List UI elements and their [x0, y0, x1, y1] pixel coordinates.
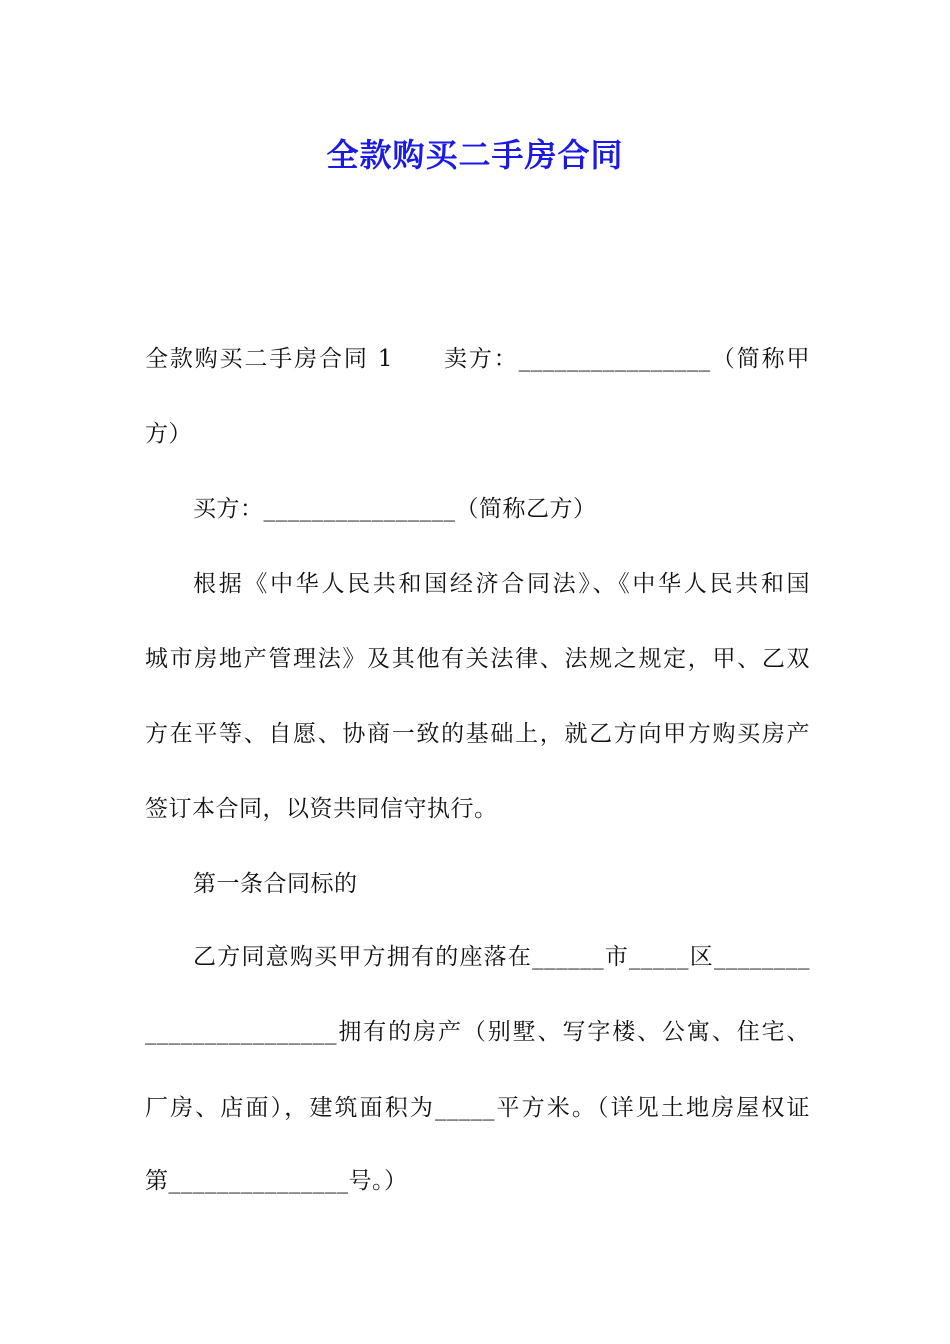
contract-paragraph-line: 乙方同意购买甲方拥有的座落在______市_____区________: [193, 944, 810, 970]
contract-paragraph-line: 方在平等、自愿、协商一致的基础上，就乙方向甲方购买房产: [145, 721, 810, 747]
contract-paragraph-line: 厂房、店面），建筑面积为_____平方米。（详见土地房屋权证: [145, 1095, 810, 1121]
contract-paragraph-line: ________________拥有的房产（别墅、写字楼、公寓、住宅、: [145, 1019, 810, 1045]
article-heading: 第一条合同标的: [193, 871, 358, 897]
contract-line-seller: 全款购买二手房合同 1 卖方：________________（简称甲: [145, 346, 810, 372]
contract-paragraph-line: 根据《中华人民共和国经济合同法》、《中华人民共和国: [193, 571, 810, 597]
contract-paragraph-line: 城市房地产管理法》及其他有关法律、法规之规定，甲、乙双: [145, 646, 810, 672]
document-title: 全款购买二手房合同: [326, 136, 624, 174]
contract-paragraph-line: 第_______________号。）: [145, 1168, 408, 1194]
contract-paragraph-line: 签订本合同，以资共同信守执行。: [145, 796, 498, 822]
contract-line-seller-cont: 方）: [145, 421, 192, 447]
contract-line-buyer: 买方：________________（简称乙方）: [193, 496, 597, 522]
